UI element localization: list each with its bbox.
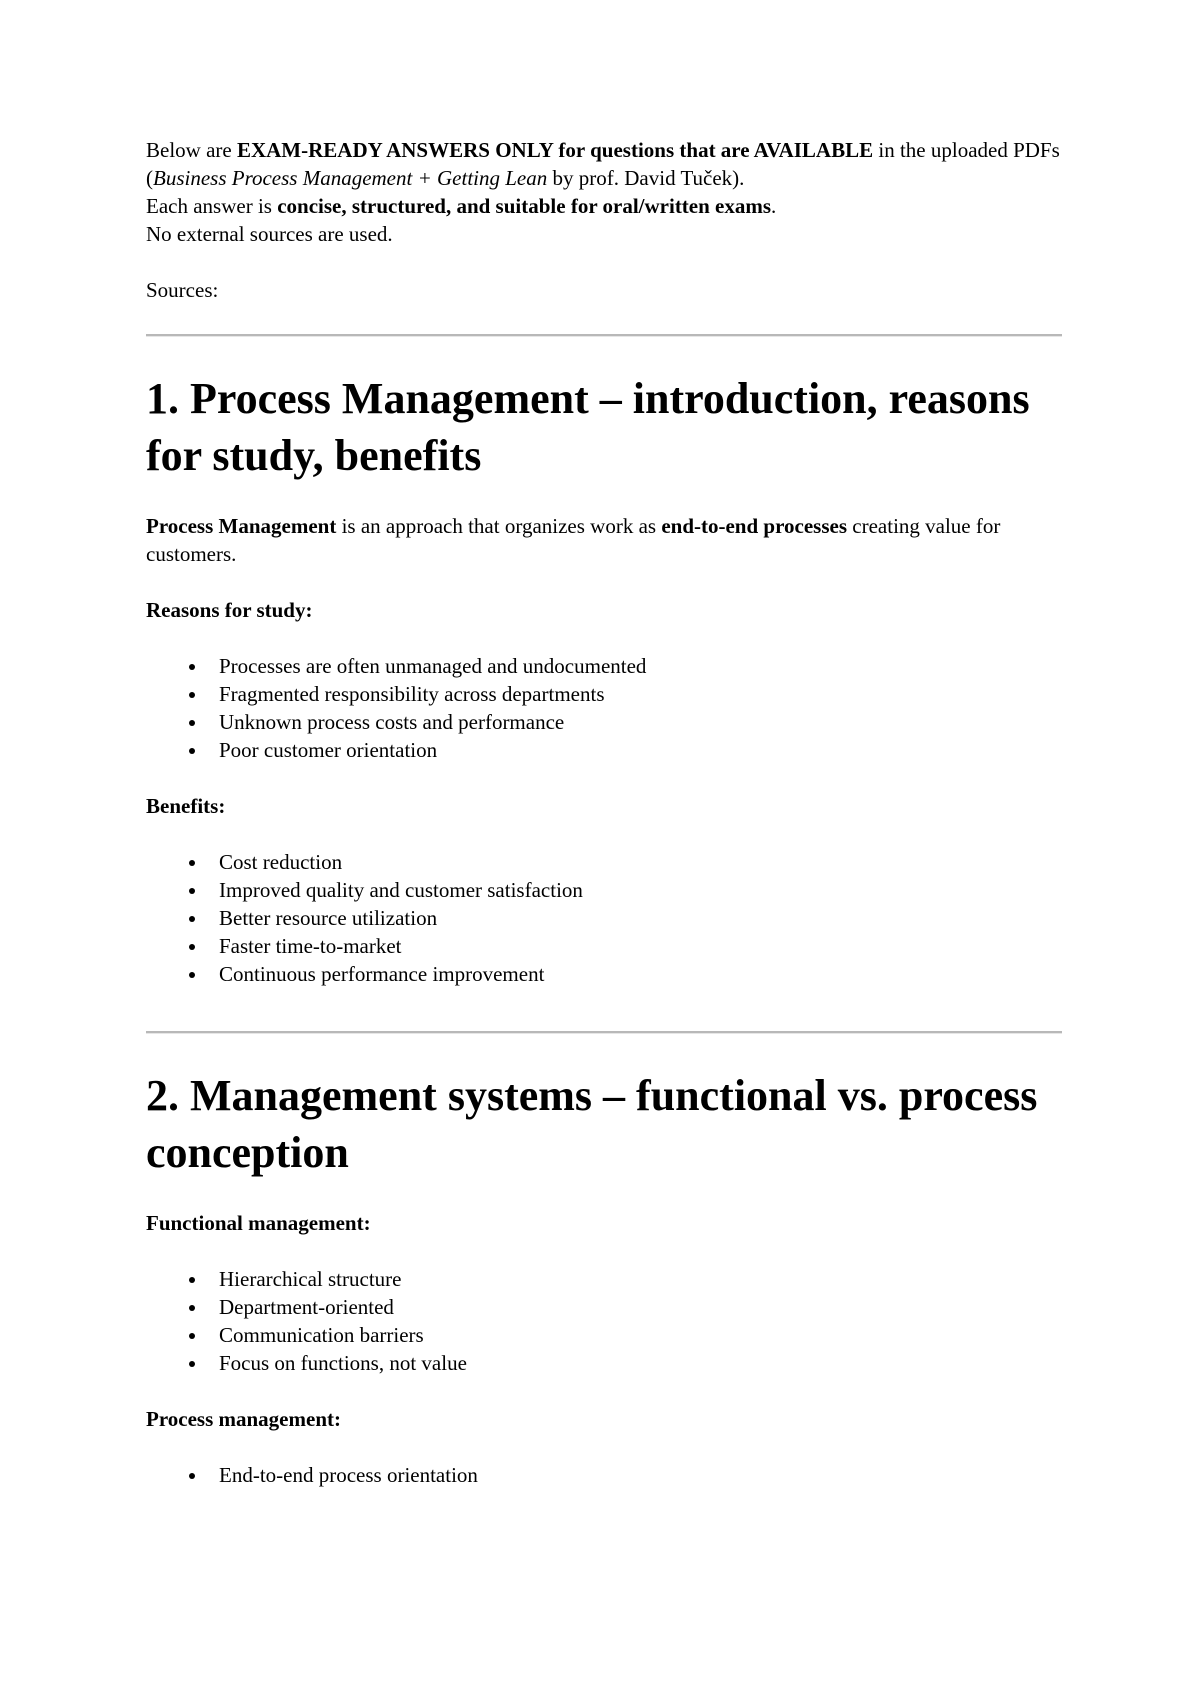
- list-item: End-to-end process orientation: [219, 1461, 1066, 1489]
- intro-text: Below are: [146, 138, 237, 162]
- list-item: Department-oriented: [219, 1293, 1066, 1321]
- definition-text: creating value for customers.: [146, 514, 1001, 566]
- benefits-heading: [146, 792, 1066, 820]
- document-page: [146, 136, 1066, 1489]
- functional-heading: [146, 1209, 1066, 1237]
- section-2-heading: 2. Management systems – functional vs. process conception: [146, 1071, 1038, 1177]
- reasons-heading-text: Reasons for study:: [146, 598, 313, 622]
- process-heading: [146, 1405, 1066, 1433]
- list-item: Improved quality and customer satisfaction: [219, 876, 1066, 904]
- list-item: Fragmented responsibility across departments: [219, 680, 1066, 708]
- functional-list: [146, 1265, 1066, 1377]
- list-item: Focus on functions, not value: [219, 1349, 1066, 1377]
- list-item: Faster time-to-market: [219, 932, 1066, 960]
- intro-line-3: [146, 192, 1066, 220]
- definition-bold: end-to-end processes: [661, 514, 848, 538]
- intro-text: .: [771, 194, 777, 218]
- intro-bold-text: concise, structured, and suitable for oral/written exams: [277, 194, 772, 218]
- source-titles: Business Process Management + Getting Lean: [153, 166, 548, 190]
- list-item: Poor customer orientation: [219, 736, 1066, 764]
- intro-bold-text: EXAM-READY ANSWERS ONLY for questions that are AVAILABLE: [236, 138, 874, 162]
- definition-text: is an approach that organizes work as: [336, 514, 662, 538]
- list-item: Cost reduction: [219, 848, 1066, 876]
- list-item: Communication barriers: [219, 1321, 1066, 1349]
- intro-text: (: [146, 166, 153, 190]
- list-item: Unknown process costs and performance: [219, 708, 1066, 736]
- benefits-list: [146, 848, 1066, 988]
- list-item: Continuous performance improvement: [219, 960, 1066, 988]
- intro-line-2: [146, 164, 1066, 192]
- intro-line-1: [146, 136, 1066, 164]
- intro-text: Each answer is: [146, 194, 278, 218]
- intro-line-4: No external sources are used.: [146, 222, 393, 246]
- section-1-heading: 1. Process Management – introduction, reasons for study, benefits: [146, 374, 1030, 480]
- reasons-heading: [146, 596, 1066, 624]
- intro-text: in the uploaded PDFs: [873, 138, 1060, 162]
- section-1-definition: [146, 512, 1066, 568]
- functional-heading-text: Functional management:: [146, 1211, 371, 1235]
- process-heading-text: Process management:: [146, 1407, 341, 1431]
- list-item: Processes are often unmanaged and undocumented: [219, 652, 1066, 680]
- definition-term: Process Management: [146, 514, 337, 538]
- sources-label: Sources:: [146, 278, 219, 302]
- process-list: [146, 1461, 1066, 1489]
- list-item: Better resource utilization: [219, 904, 1066, 932]
- benefits-heading-text: Benefits:: [146, 794, 226, 818]
- list-item: Hierarchical structure: [219, 1265, 1066, 1293]
- reasons-list: [146, 652, 1066, 764]
- intro-text: by prof. David Tuček).: [547, 166, 745, 190]
